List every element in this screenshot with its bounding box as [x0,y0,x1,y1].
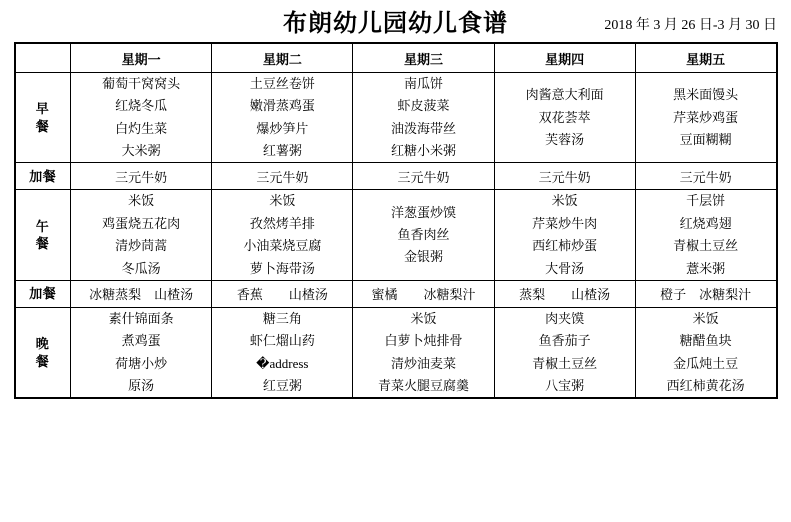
table-row [15,280,777,307]
day-header-thursday: 星期四 [494,43,635,73]
menu-item: 糖醋鱼块 [679,333,732,349]
menu-item: 红烧冬瓜 [115,98,168,114]
menu-item: 香蕉 山楂汤 [236,287,328,303]
menu-item: 白灼生菜 [115,120,168,136]
menu-cell [494,163,635,190]
meal-label-line: 餐 [35,353,50,369]
menu-item: 虾皮菠菜 [397,98,450,114]
menu-item: 西红柿炒蛋 [532,238,598,254]
menu-cell [494,280,635,307]
menu-cell [635,307,776,398]
day-header-wednesday: 星期三 [353,43,494,73]
menu-cell [635,163,776,190]
menu-item: 大骨汤 [545,260,585,276]
menu-item: 青椒土豆丝 [673,238,739,254]
menu-item: �address [256,355,309,371]
menu-cell [353,307,494,398]
menu-cell [212,280,353,307]
menu-item: 原汤 [128,377,155,393]
menu-item: 米饭 [269,193,296,209]
menu-cell [71,73,212,163]
menu-table [14,42,778,399]
menu-item: 肉酱意大利面 [525,87,604,103]
menu-item: 萝卜海带汤 [249,260,315,276]
menu-item: 嫩滑蒸鸡蛋 [249,98,315,114]
meal-label-line: 晚 [35,336,50,352]
menu-item: 八宝粥 [545,377,585,393]
menu-item: 三元牛奶 [397,169,450,185]
menu-cell [494,307,635,398]
menu-item: 糖三角 [262,310,302,326]
table-header-row [15,43,777,73]
menu-item: 蜜橘 冰糖梨汁 [371,287,476,303]
menu-item: 南瓜饼 [403,76,443,91]
menu-cell [71,190,212,280]
menu-item: 芹菜炒牛肉 [532,215,598,231]
menu-item: 芙蓉汤 [545,131,585,147]
meal-label-3 [15,280,71,307]
menu-item: 红薯粥 [262,143,302,159]
menu-item: 煮鸡蛋 [121,333,161,349]
menu-item: 大米粥 [121,143,161,159]
page-header [0,0,791,40]
date-range: 2018 年 3 月 26 日-3 月 30 日 [604,18,777,33]
menu-item: 白萝卜炖排骨 [384,333,463,349]
menu-cell [635,190,776,280]
menu-item: 米饭 [692,310,719,326]
meal-label-line: 加餐 [29,168,57,184]
menu-item: 三元牛奶 [256,169,309,185]
menu-item: 三元牛奶 [115,169,168,185]
menu-item: 西红柿黄花汤 [666,377,745,393]
menu-item: 冬瓜汤 [121,260,161,276]
menu-cell [71,163,212,190]
meal-label-0 [15,73,71,163]
menu-item: 荷塘小炒 [115,355,168,371]
menu-cell [71,280,212,307]
menu-item: 芹菜炒鸡蛋 [673,109,739,125]
menu-item: 黑米面馒头 [673,87,739,103]
menu-item: 冰糖蒸梨 山楂汤 [89,287,194,303]
menu-item: 青菜火腿豆腐羹 [377,377,469,393]
menu-cell [212,190,353,280]
menu-item: 肉夹馍 [545,310,585,326]
menu-cell [635,73,776,163]
day-header-friday: 星期五 [635,43,776,73]
menu-item: 清炒茼蒿 [115,238,168,254]
menu-item: 爆炒笋片 [256,120,309,136]
meal-label-1 [15,163,71,190]
menu-item: 红烧鸡翅 [679,215,732,231]
menu-item: 鱼香肉丝 [397,226,450,242]
table-row [15,190,777,280]
menu-item: 三元牛奶 [538,169,591,185]
menu-cell [494,73,635,163]
menu-cell [353,73,494,163]
menu-cell [71,307,212,398]
menu-item: 葡萄干窝窝头 [102,76,181,91]
meal-label-4 [15,307,71,398]
meal-label-line: 午 [35,218,50,234]
menu-cell [494,190,635,280]
menu-item: 橙子 冰糖梨汁 [660,287,752,303]
menu-item: 土豆丝卷饼 [249,76,315,91]
menu-item: 薏米粥 [686,260,726,276]
day-header-tuesday: 星期二 [212,43,353,73]
menu-item: 孜然烤羊排 [249,215,315,231]
table-row [15,307,777,398]
meal-label-line: 加餐 [29,286,57,302]
menu-item: 洋葱蛋炒馍 [390,204,456,220]
meal-label-2 [15,190,71,280]
menu-item: 红糖小米粥 [390,143,456,159]
menu-cell [353,190,494,280]
menu-cell [212,163,353,190]
menu-item: 红豆粥 [262,377,302,393]
menu-item: 豆面糊糊 [679,131,732,147]
menu-item: 金银粥 [403,249,443,265]
day-header-monday: 星期一 [71,43,212,73]
menu-item: 三元牛奶 [679,169,732,185]
menu-item: 米饭 [551,193,578,209]
menu-table-body [15,73,777,399]
menu-item: 双花荟萃 [538,109,591,125]
menu-item: 素什锦面条 [108,310,174,326]
menu-item: 鸡蛋烧五花肉 [102,215,181,231]
menu-item: 青椒土豆丝 [532,355,598,371]
corner-cell [15,43,71,73]
menu-item: 蒸梨 山楂汤 [519,287,611,303]
menu-item: 米饭 [410,310,437,326]
menu-cell [212,307,353,398]
menu-item: 虾仁熘山药 [249,333,315,349]
meal-label-line: 早 [35,101,50,117]
menu-item: 千层饼 [686,193,726,209]
menu-item: 米饭 [128,193,155,209]
menu-item: 金瓜炖土豆 [673,355,739,371]
meal-label-line: 餐 [35,118,50,134]
menu-cell [635,280,776,307]
page-title: 布朗幼儿园幼儿食谱 [283,10,508,37]
menu-item: 清炒油麦菜 [390,355,456,371]
menu-item: 小油菜烧豆腐 [243,238,322,254]
table-row [15,73,777,163]
menu-cell [212,73,353,163]
meal-label-line: 餐 [35,236,50,252]
menu-item: 油泼海带丝 [390,120,456,136]
menu-cell [353,280,494,307]
menu-item: 鱼香茄子 [538,333,591,349]
table-row [15,163,777,190]
menu-cell [353,163,494,190]
